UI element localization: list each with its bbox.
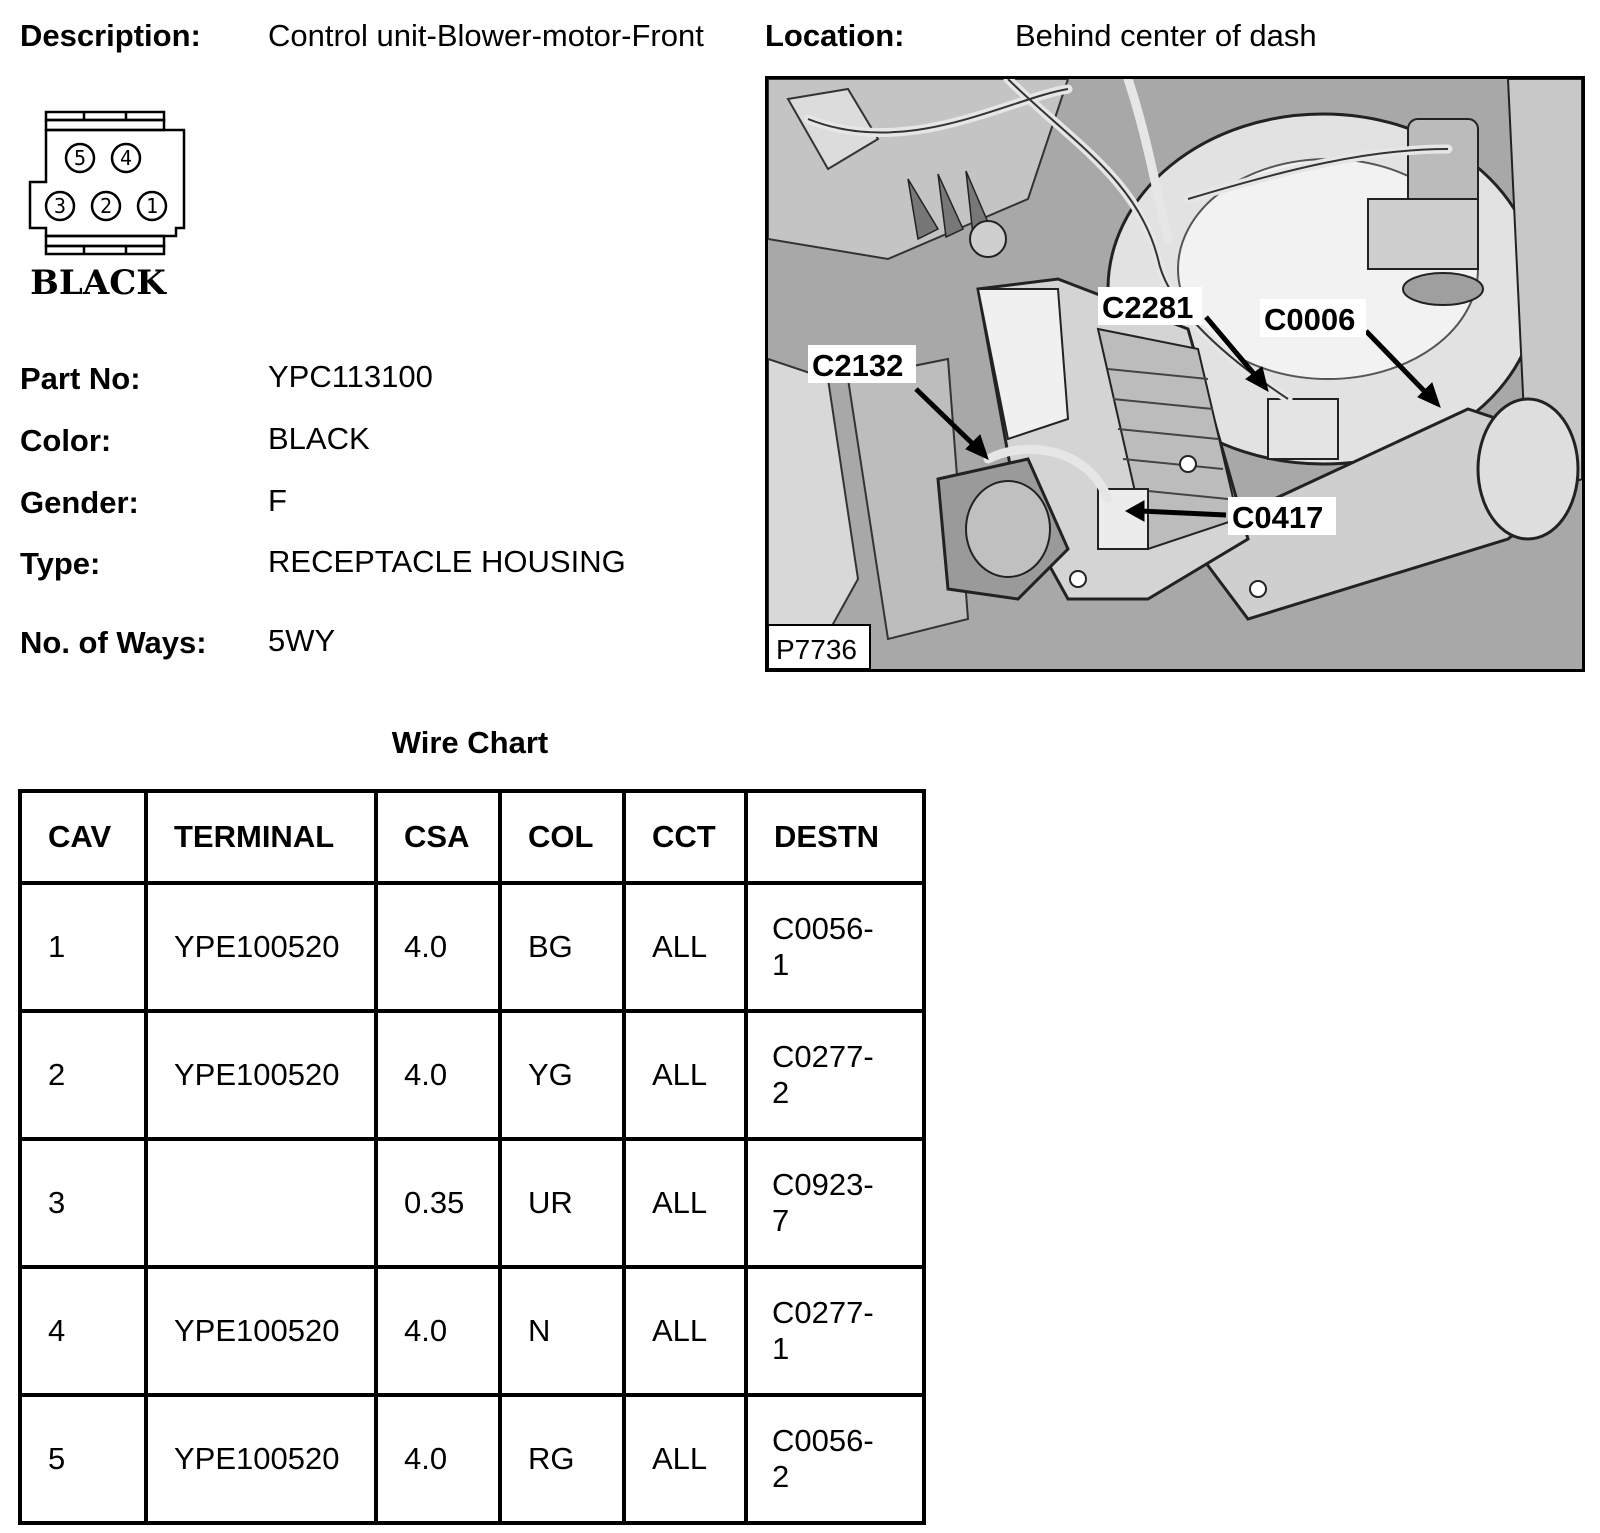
cell-col: YG bbox=[500, 1011, 624, 1139]
header-terminal: TERMINAL bbox=[146, 791, 376, 883]
cell-destn bbox=[746, 1267, 924, 1395]
cell-terminal bbox=[146, 1139, 376, 1267]
cell-cav: 2 bbox=[20, 1011, 146, 1139]
cell-destn bbox=[746, 1395, 924, 1523]
gender-label: Gender: bbox=[20, 485, 139, 520]
part-no-value: YPC113100 bbox=[268, 359, 433, 394]
description-value: Control unit-Blower-motor-Front bbox=[268, 18, 704, 53]
pin-3-label: 3 bbox=[53, 194, 67, 218]
description-label: Description: bbox=[20, 18, 201, 53]
destn-connector: C0923- bbox=[772, 1167, 874, 1202]
cell-csa: 4.0 bbox=[376, 1267, 500, 1395]
part-no-label: Part No: bbox=[20, 361, 141, 396]
destn-pin: 2 bbox=[772, 1459, 790, 1494]
location-label: Location: bbox=[765, 18, 905, 53]
destn-connector: C0056- bbox=[772, 1423, 874, 1458]
callout-c2132: C2132 bbox=[812, 348, 904, 383]
destn-pin: 7 bbox=[772, 1203, 790, 1238]
cell-col: RG bbox=[500, 1395, 624, 1523]
cell-csa: 4.0 bbox=[376, 883, 500, 1011]
wire-chart-table bbox=[18, 789, 926, 1525]
cell-cct: ALL bbox=[624, 1011, 746, 1139]
location-photo bbox=[765, 76, 1585, 672]
destn-connector: C0277- bbox=[772, 1039, 874, 1074]
cell-terminal: YPE100520 bbox=[146, 1011, 376, 1139]
destn-pin: 2 bbox=[772, 1075, 790, 1110]
cell-destn bbox=[746, 1139, 924, 1267]
color-label: Color: bbox=[20, 423, 112, 458]
cell-cav: 4 bbox=[20, 1267, 146, 1395]
callout-c2281: C2281 bbox=[1102, 290, 1194, 325]
cell-cav: 3 bbox=[20, 1139, 146, 1267]
header-destn: DESTN bbox=[746, 791, 924, 883]
cell-col: N bbox=[500, 1267, 624, 1395]
header-cav: CAV bbox=[20, 791, 146, 883]
cell-cct: ALL bbox=[624, 1267, 746, 1395]
table-header-row bbox=[20, 791, 924, 883]
header-col: COL bbox=[500, 791, 624, 883]
cell-cct: ALL bbox=[624, 1395, 746, 1523]
destn-pin: 1 bbox=[772, 947, 790, 982]
cell-col: UR bbox=[500, 1139, 624, 1267]
wire-chart-title: Wire Chart bbox=[391, 725, 549, 760]
callout-c0006: C0006 bbox=[1264, 302, 1356, 337]
cell-csa: 4.0 bbox=[376, 1011, 500, 1139]
pin-4-label: 4 bbox=[119, 146, 133, 170]
cell-terminal: YPE100520 bbox=[146, 1267, 376, 1395]
cell-cct: ALL bbox=[624, 883, 746, 1011]
type-value: RECEPTACLE HOUSING bbox=[268, 544, 626, 579]
table-row bbox=[20, 1139, 924, 1267]
type-label: Type: bbox=[20, 546, 101, 581]
pin-2-label: 2 bbox=[99, 194, 113, 218]
cell-col: BG bbox=[500, 883, 624, 1011]
destn-connector: C0277- bbox=[772, 1295, 874, 1330]
pin-1-label: 1 bbox=[145, 194, 159, 218]
cell-csa: 0.35 bbox=[376, 1139, 500, 1267]
location-value: Behind center of dash bbox=[1015, 18, 1317, 53]
header-csa: CSA bbox=[376, 791, 500, 883]
cell-destn bbox=[746, 883, 924, 1011]
destn-connector: C0056- bbox=[772, 911, 874, 946]
header-cct: CCT bbox=[624, 791, 746, 883]
pin-5-label: 5 bbox=[73, 146, 87, 170]
cell-cct: ALL bbox=[624, 1139, 746, 1267]
cell-cav: 1 bbox=[20, 883, 146, 1011]
table-row bbox=[20, 883, 924, 1011]
connector-face-diagram bbox=[24, 108, 194, 303]
callout-c0417: C0417 bbox=[1232, 500, 1324, 535]
cell-terminal: YPE100520 bbox=[146, 883, 376, 1011]
ways-value: 5WY bbox=[268, 623, 336, 658]
cell-cav: 5 bbox=[20, 1395, 146, 1523]
connector-color-text: BLACK bbox=[30, 263, 166, 303]
cell-terminal: YPE100520 bbox=[146, 1395, 376, 1523]
cell-csa: 4.0 bbox=[376, 1395, 500, 1523]
table-row bbox=[20, 1267, 924, 1395]
cell-destn bbox=[746, 1011, 924, 1139]
color-value: BLACK bbox=[268, 421, 370, 456]
table-row bbox=[20, 1395, 924, 1523]
ways-label: No. of Ways: bbox=[20, 625, 207, 660]
table-row bbox=[20, 1011, 924, 1139]
photo-id: P7736 bbox=[776, 634, 857, 665]
gender-value: F bbox=[268, 483, 287, 518]
destn-pin: 1 bbox=[772, 1331, 790, 1366]
